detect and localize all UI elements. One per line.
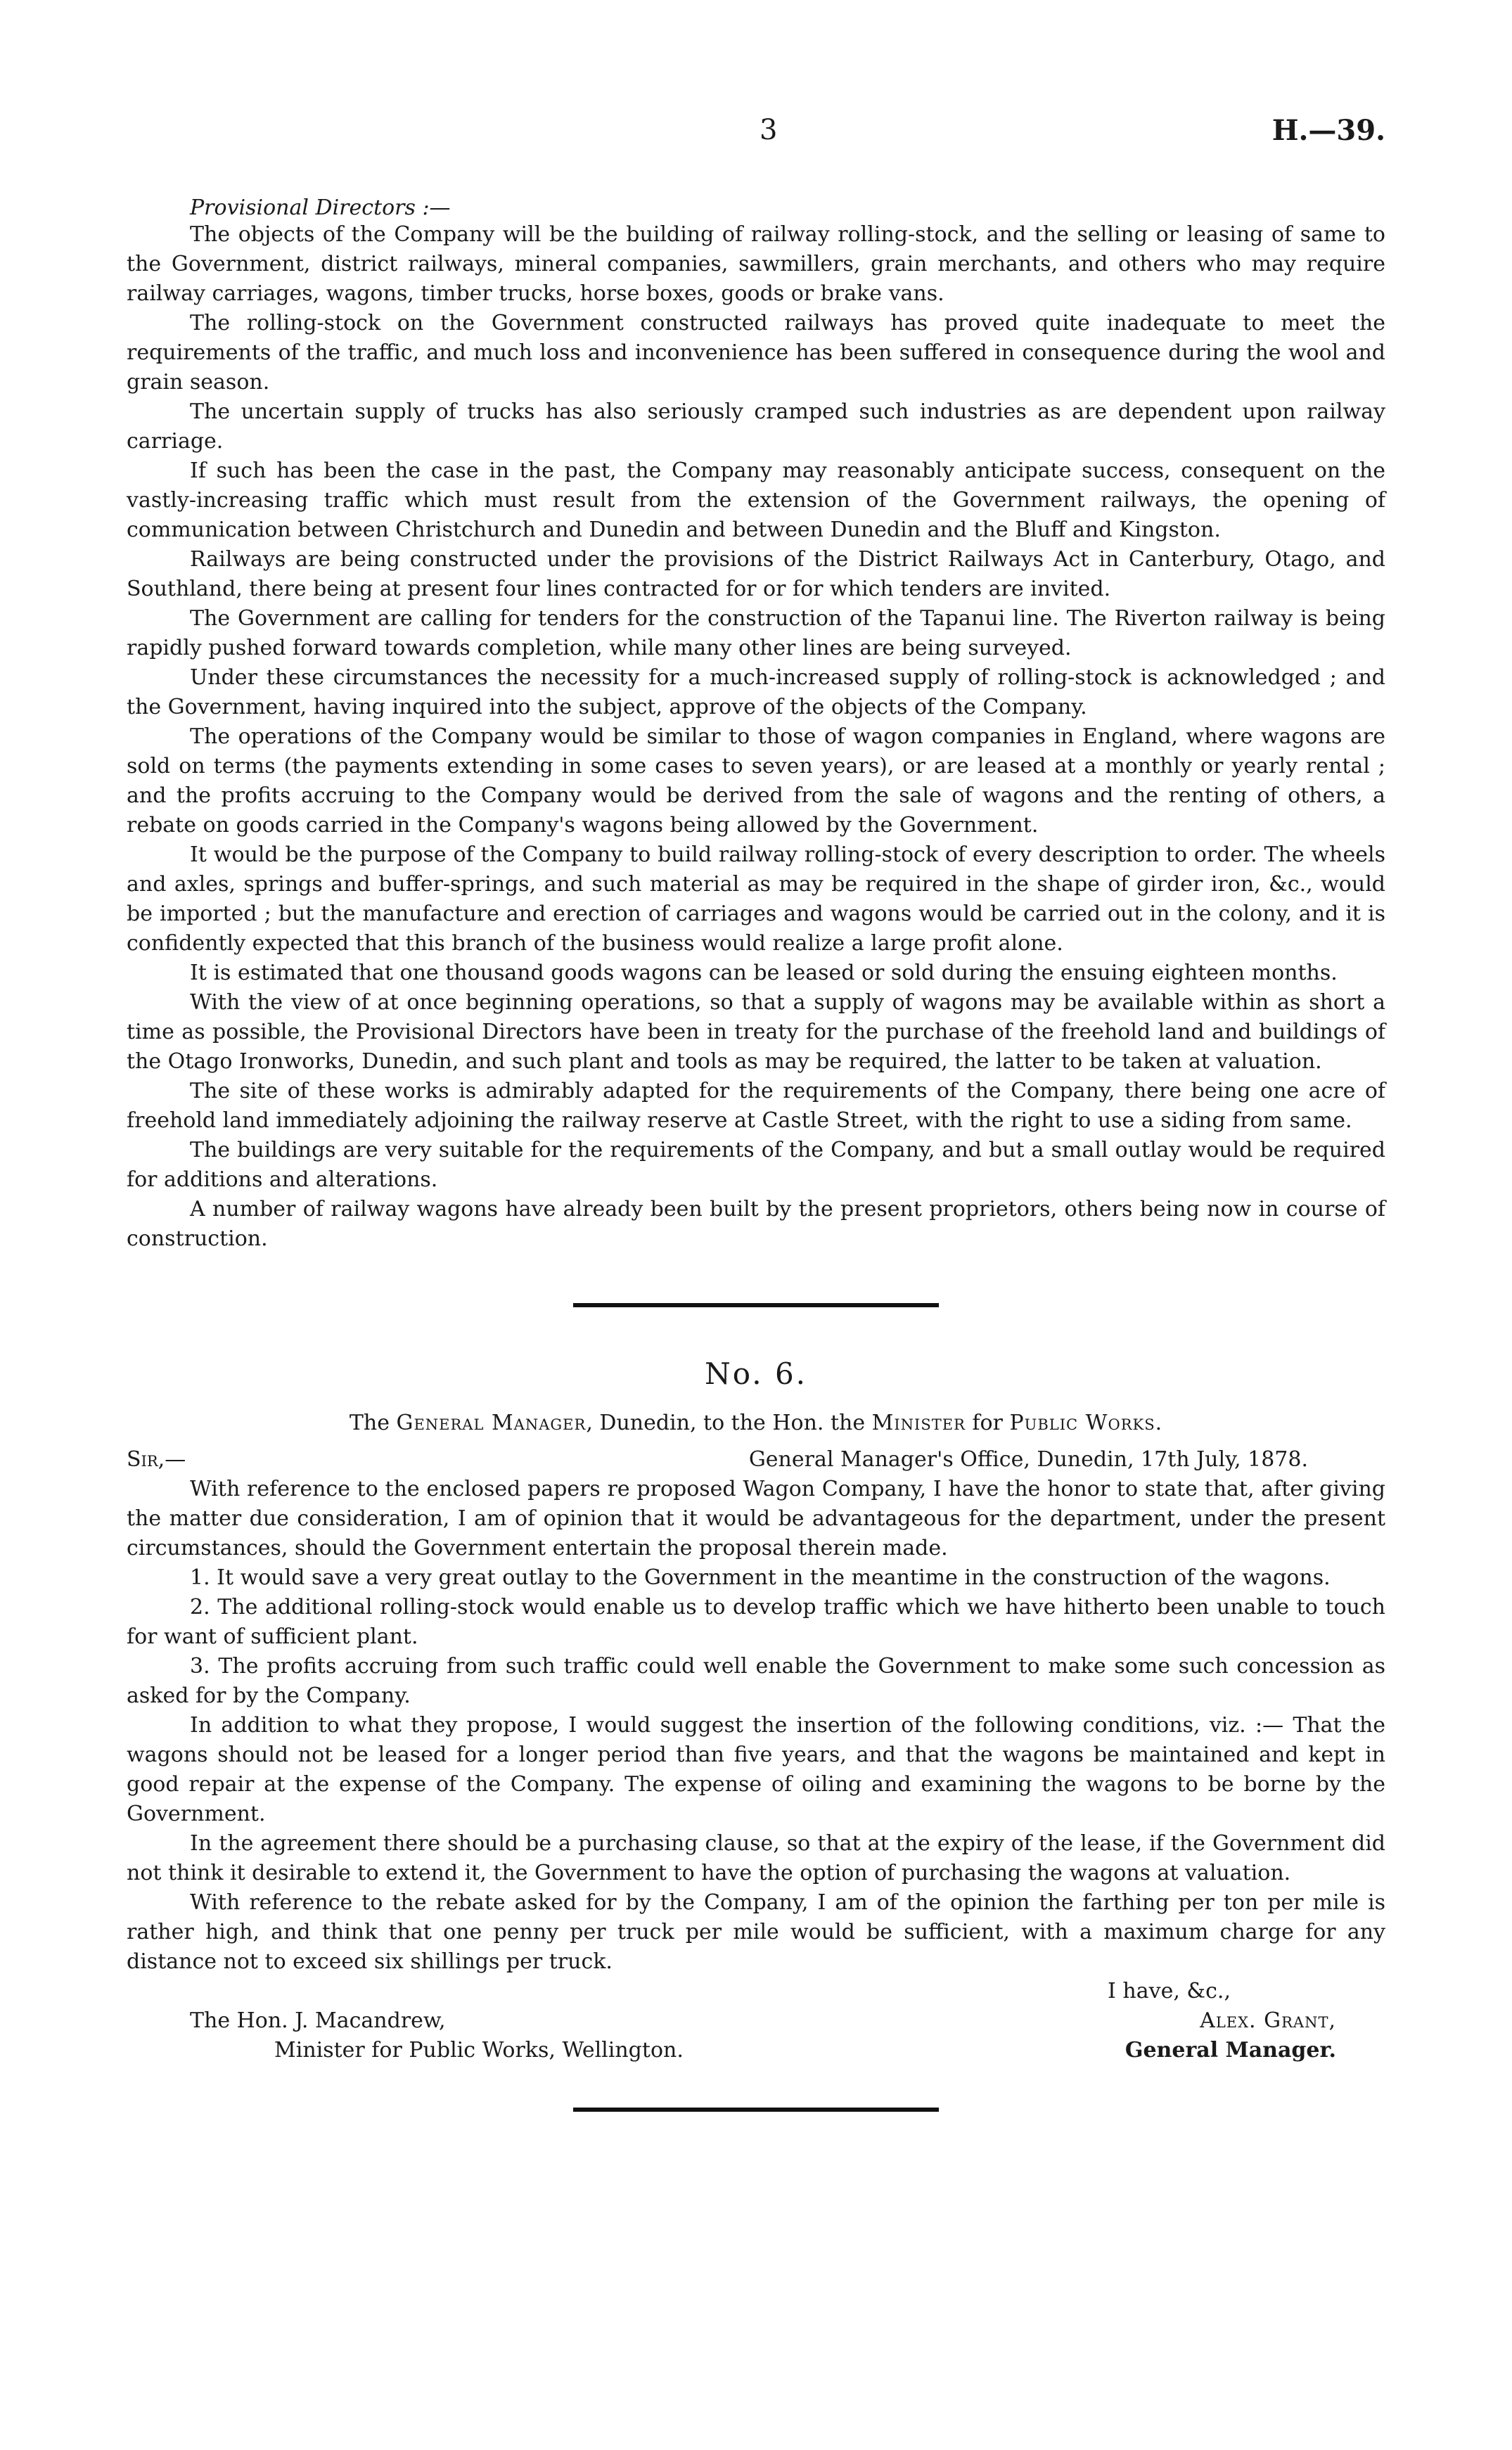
document-page	[127, 114, 1385, 2112]
section-number: No. 6.	[704, 1357, 808, 1391]
paragraph: The operations of the Company would be similar to those of wagon companies in England, where wagons are sold on terms (the payments extending in some cases to seven years), or are leased at a monthly or yearly rental ; and the profits accruing to the Company would be derived from the sale of wagons and the renting of others, a rebate on goods carried in the Company's wagons being allowed by the Government.	[127, 724, 1385, 838]
paragraph: The objects of the Company will be the building of railway rolling-stock, and the selling or leasing of same to the Government, district railways, mineral companies, sawmillers, grain merchants, and others who may require railway carriages, wagons, timber trucks, horse boxes, goods or brake vans.	[127, 222, 1385, 306]
intro-heading: Provisional Directors :—	[190, 195, 451, 220]
document-reference: H.—39.	[1271, 114, 1385, 147]
paragraph: It would be the purpose of the Company to build railway rolling-stock of every description to order. The wheels and axles, springs and buffer-springs, and such material as may be required in the shape of girder iron, &c., would be imported ; but the manufacture and erection of carriages and wagons would be carried out in the colony, and it is confidently expected that this branch of the business would realize a large profit alone.	[127, 842, 1385, 956]
salutation: Sir,—	[127, 1447, 186, 1472]
signer-name: Alex. Grant,	[1200, 2008, 1336, 2033]
signature-row	[127, 2006, 1385, 2065]
body-section-1	[127, 220, 1385, 1254]
paragraph: Under these circumstances the necessity for a much-increased supply of rolling-stock is acknowledged ; and the Government, having inquired into the subject, approve of the objects of the Company.	[127, 665, 1385, 719]
paragraph: In the agreement there should be a purchasing clause, so that at the expiry of the lease, if the Government did not think it desirable to extend it, the Government to have the option of purchasing the wagons at valuation.	[127, 1831, 1385, 1885]
paragraph: 2. The additional rolling-stock would enable us to develop traffic which we have hitherto been unable to touch for want of sufficient plant.	[127, 1595, 1385, 1649]
paragraph: With reference to the rebate asked for by the Company, I am of the opinion the farthing per ton per mile is rather high, and think that one penny per truck per mile would be sufficient, with a maximum charge for any distance not to exceed six shillings per truck.	[127, 1890, 1385, 1974]
paragraph: Railways are being constructed under the provisions of the District Railways Act in Canterbury, Otago, and Southland, there being at present four lines contracted for or for which tenders are invited.	[127, 547, 1385, 601]
paragraph: The Government are calling for tenders for the construction of the Tapanui line. The Riverton railway is being rapidly pushed forward towards completion, while many other lines are being surveyed.	[127, 606, 1385, 660]
paragraph: A number of railway wagons have already been built by the present proprietors, others being now in course of construction.	[127, 1197, 1385, 1251]
closing-block	[127, 1977, 1385, 2006]
paragraph: The buildings are very suitable for the requirements of the Company, and but a small outlay would be required for additions and alterations.	[127, 1138, 1385, 1192]
paragraph: If such has been the case in the past, the Company may reasonably anticipate success, consequent on the vastly-increasing traffic which must result from the extension of the Government railways, the opening of communication between Christchurch and Dunedin and between Dunedin and the Bluff and Kingston.	[127, 458, 1385, 542]
section-divider	[573, 1303, 939, 1307]
paragraph: The uncertain supply of trucks has also seriously cramped such industries as are dependent upon railway carriage.	[127, 399, 1385, 454]
paragraph: With the view of at once beginning operations, so that a supply of wagons may be available within as short a time as possible, the Provisional Directors have been in treaty for the purchase of the freehold land and buildings of the Otago Ironworks, Dunedin, and such plant and tools as may be required, the latter to be taken at valuation.	[127, 990, 1385, 1074]
end-divider	[573, 2108, 939, 2112]
recipient-title: Minister for Public Works, Wellington.	[274, 2038, 684, 2063]
paragraph: The site of these works is admirably adapted for the requirements of the Company, there being one acre of freehold land immediately adjoining the railway reserve at Castle Street, with the right to use a siding from same.	[127, 1079, 1385, 1133]
paragraph: In addition to what they propose, I would suggest the insertion of the following conditions, viz. :— That the wagons should not be leased for a longer period than five years, and that the wagons be maintained and kept in good repair at the expense of the Company. The expense of oiling and examining the wagons to be borne by the Government.	[127, 1713, 1385, 1826]
paragraph: The rolling-stock on the Government constructed railways has proved quite inadequate to meet the requirements of the traffic, and much loss and inconvenience has been suffered in consequence during the wool and grain season.	[127, 311, 1385, 395]
section-title: The General Manager, Dunedin, to the Hon. the Minister for Public Works.	[349, 1411, 1163, 1435]
page-number: 3	[760, 114, 778, 146]
paragraph: It is estimated that one thousand goods wagons can be leased or sold during the ensuing eighteen months.	[190, 961, 1338, 985]
paragraph: 3. The profits accruing from such traffic could well enable the Government to make some such concession as asked for by the Company.	[127, 1654, 1385, 1708]
valediction: I have, &c.,	[1108, 1979, 1231, 2003]
letter-header	[127, 1445, 1385, 1475]
body-section-2	[127, 1475, 1385, 1977]
paragraph: With reference to the enclosed papers re proposed Wagon Company, I have the honor to state that, after giving the matter due consideration, I am of opinion that it would be advantageous for the department, under the present circumstances, should the Government entertain the proposal therein made.	[127, 1477, 1385, 1560]
recipient-name: The Hon. J. Macandrew,	[190, 2008, 446, 2033]
paragraph: 1. It would save a very great outlay to the Government in the meantime in the construction of the wagons.	[190, 1565, 1331, 1590]
signer-title: General Manager.	[1125, 2038, 1336, 2063]
letter-address-date: General Manager's Office, Dunedin, 17th July, 1878.	[748, 1447, 1308, 1472]
